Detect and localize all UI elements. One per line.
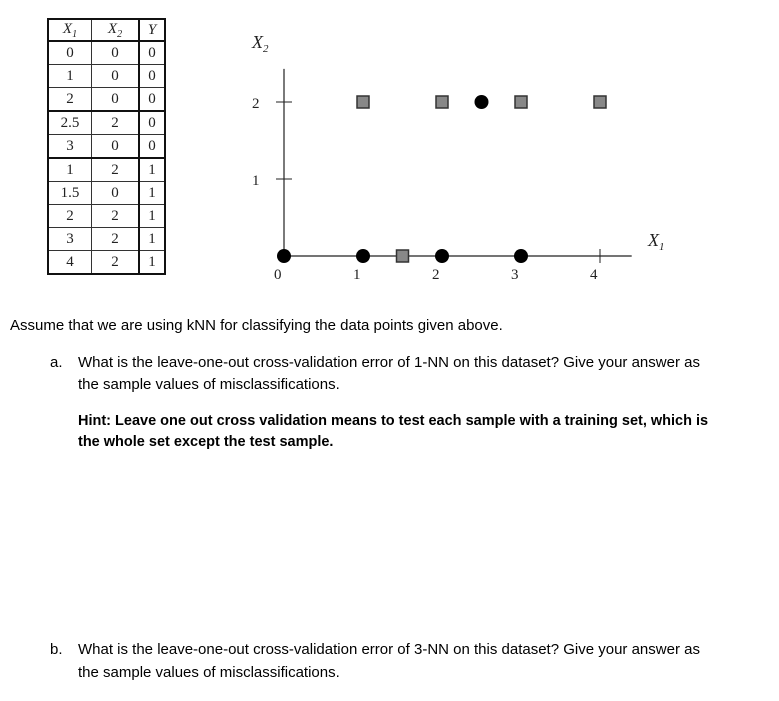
table-cell: 1.5 xyxy=(49,182,92,205)
table-cell: 2.5 xyxy=(49,111,92,135)
table-cell: 0 xyxy=(92,182,140,205)
question-b-line2: the sample values of misclassifications. xyxy=(78,664,340,681)
x-tick-label: 4 xyxy=(590,267,598,283)
hint-line1: Hint: Leave one out cross validation means to test each sample with a training set, which is xyxy=(78,413,709,429)
plot-marks xyxy=(277,95,606,263)
table-cell: 2 xyxy=(92,251,140,274)
table-cell: 1 xyxy=(139,228,165,251)
table-cell: 0 xyxy=(139,135,165,159)
table-cell: 0 xyxy=(92,88,140,112)
plot-axes xyxy=(251,32,665,283)
x-axis-label: $X_1$ xyxy=(648,230,665,253)
table-cell: 2 xyxy=(92,111,140,135)
data-point-square xyxy=(397,250,409,262)
header-y: Y xyxy=(139,20,165,42)
table-cell: 0 xyxy=(139,111,165,135)
header-x2: $X_2$ xyxy=(92,20,140,42)
data-point-circle xyxy=(435,249,449,263)
table-cell: 0 xyxy=(92,41,140,65)
question-b-label: b. xyxy=(50,641,63,658)
table-cell: 0 xyxy=(49,41,92,65)
y-tick-label: 1 xyxy=(252,173,260,189)
x-tick-label: 0 xyxy=(274,267,282,283)
data-point-square xyxy=(436,96,448,108)
table-cell: 4 xyxy=(49,251,92,274)
data-point-square xyxy=(594,96,606,108)
data-point-square xyxy=(515,96,527,108)
data-point-circle xyxy=(356,249,370,263)
y-axis-label: $X_2$ xyxy=(252,32,269,55)
table-cell: 3 xyxy=(49,228,92,251)
intro-text: Assume that we are using kNN for classifying the data points given above. xyxy=(10,317,503,334)
table-cell: 0 xyxy=(92,65,140,88)
hint-line2: the whole set except the test sample. xyxy=(78,434,334,450)
question-a-label: a. xyxy=(50,354,63,371)
table-cell: 2 xyxy=(92,205,140,228)
table-cell: 1 xyxy=(139,158,165,182)
table-cell: 1 xyxy=(139,205,165,228)
y-tick-label: 2 xyxy=(252,96,260,112)
question-a-line2: the sample values of misclassifications. xyxy=(78,376,340,393)
question-a-line1: What is the leave-one-out cross-validation error of 1-NN on this dataset? Give your answer as xyxy=(78,354,700,371)
table-cell: 1 xyxy=(139,251,165,274)
table-cell: 3 xyxy=(49,135,92,159)
table-cell: 2 xyxy=(49,88,92,112)
data-point-circle xyxy=(514,249,528,263)
data-point-circle xyxy=(277,249,291,263)
table-cell: 1 xyxy=(49,65,92,88)
table-cell: 2 xyxy=(49,205,92,228)
data-point-square xyxy=(357,96,369,108)
table-cell: 0 xyxy=(139,41,165,65)
table-cell: 0 xyxy=(92,135,140,159)
x-tick-label: 3 xyxy=(511,267,519,283)
x-tick-label: 1 xyxy=(353,267,361,283)
table-cell: 2 xyxy=(92,158,140,182)
table-cell: 0 xyxy=(139,88,165,112)
question-b-line1: What is the leave-one-out cross-validation error of 3-NN on this dataset? Give your answer as xyxy=(78,641,700,658)
data-point-circle xyxy=(475,95,489,109)
table-cell: 0 xyxy=(139,65,165,88)
header-x1: $X_1$ xyxy=(49,20,92,42)
table-cell: 2 xyxy=(92,228,140,251)
table-cell: 1 xyxy=(139,182,165,205)
table-cell: 1 xyxy=(49,158,92,182)
x-tick-label: 2 xyxy=(432,267,440,283)
scatter-plot xyxy=(0,0,779,300)
